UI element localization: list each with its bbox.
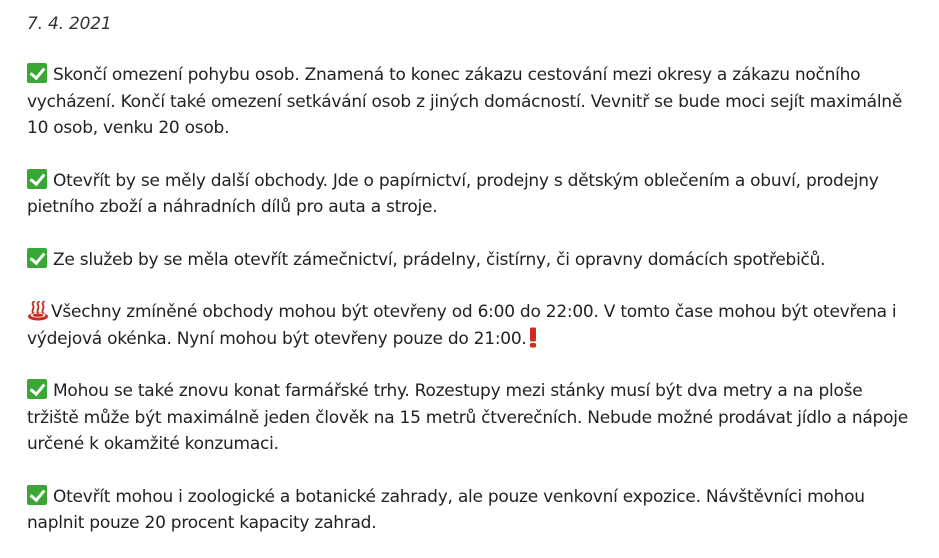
paragraph-text: Skončí omezení pohybu osob. Znamená to konec zákazu cestování mezi okresy a zákazu nočního vycházení. Končí také omezení setkávání osob z jiných domácností. Vevnitř se bude moci sejít maximálně 10 osob, venku 20 osob. (27, 65, 903, 138)
paragraph-farmers-markets (27, 378, 915, 458)
check-mark-icon (27, 248, 47, 268)
check-mark-icon (27, 485, 47, 505)
hot-springs-icon (27, 301, 49, 321)
paragraph-shops (27, 168, 915, 221)
paragraph-text: Otevřít mohou i zoologické a botanické zahrady, ale pouze venkovní expozice. Návštěvníci mohou naplnit pouze 20 procent kapacity zahrad. (27, 486, 865, 533)
paragraph-text: Mohou se také znovu konat farmářské trhy. Rozestupy mezi stánky musí být dva metry a na ploše tržiště může být maximálně jeden člověk na 15 metrů čtverečních. Nebude možné prodávat jídlo a nápoje určené k okamžité konzumaci. (27, 381, 908, 454)
paragraph-text: Ze služeb by se měla otevřít zámečnictví, prádelny, čistírny, či opravny domácích spotřebičů. (53, 249, 826, 270)
paragraph-text: Otevřít by se měly další obchody. Jde o papírnictví, prodejny s dětským oblečením a obuví, prodejny pietního zboží a náhradních dílů pro auta a stroje. (27, 170, 879, 217)
check-mark-icon (27, 169, 47, 189)
check-mark-icon (27, 63, 47, 83)
paragraph-services (27, 247, 915, 274)
paragraph-text: Všechny zmíněné obchody mohou být otevřeny od 6:00 do 22:00. V tomto čase mohou být otevřena i výdejová okénka. Nyní mohou být otevřeny pouze do 21:00. (27, 302, 897, 349)
paragraph-movement (27, 62, 915, 142)
paragraph-zoos (27, 484, 915, 537)
exclamation-icon (528, 327, 538, 348)
check-mark-icon (27, 379, 47, 399)
paragraph-opening-hours (27, 299, 915, 352)
article-date: 7. 4. 2021 (27, 14, 112, 34)
